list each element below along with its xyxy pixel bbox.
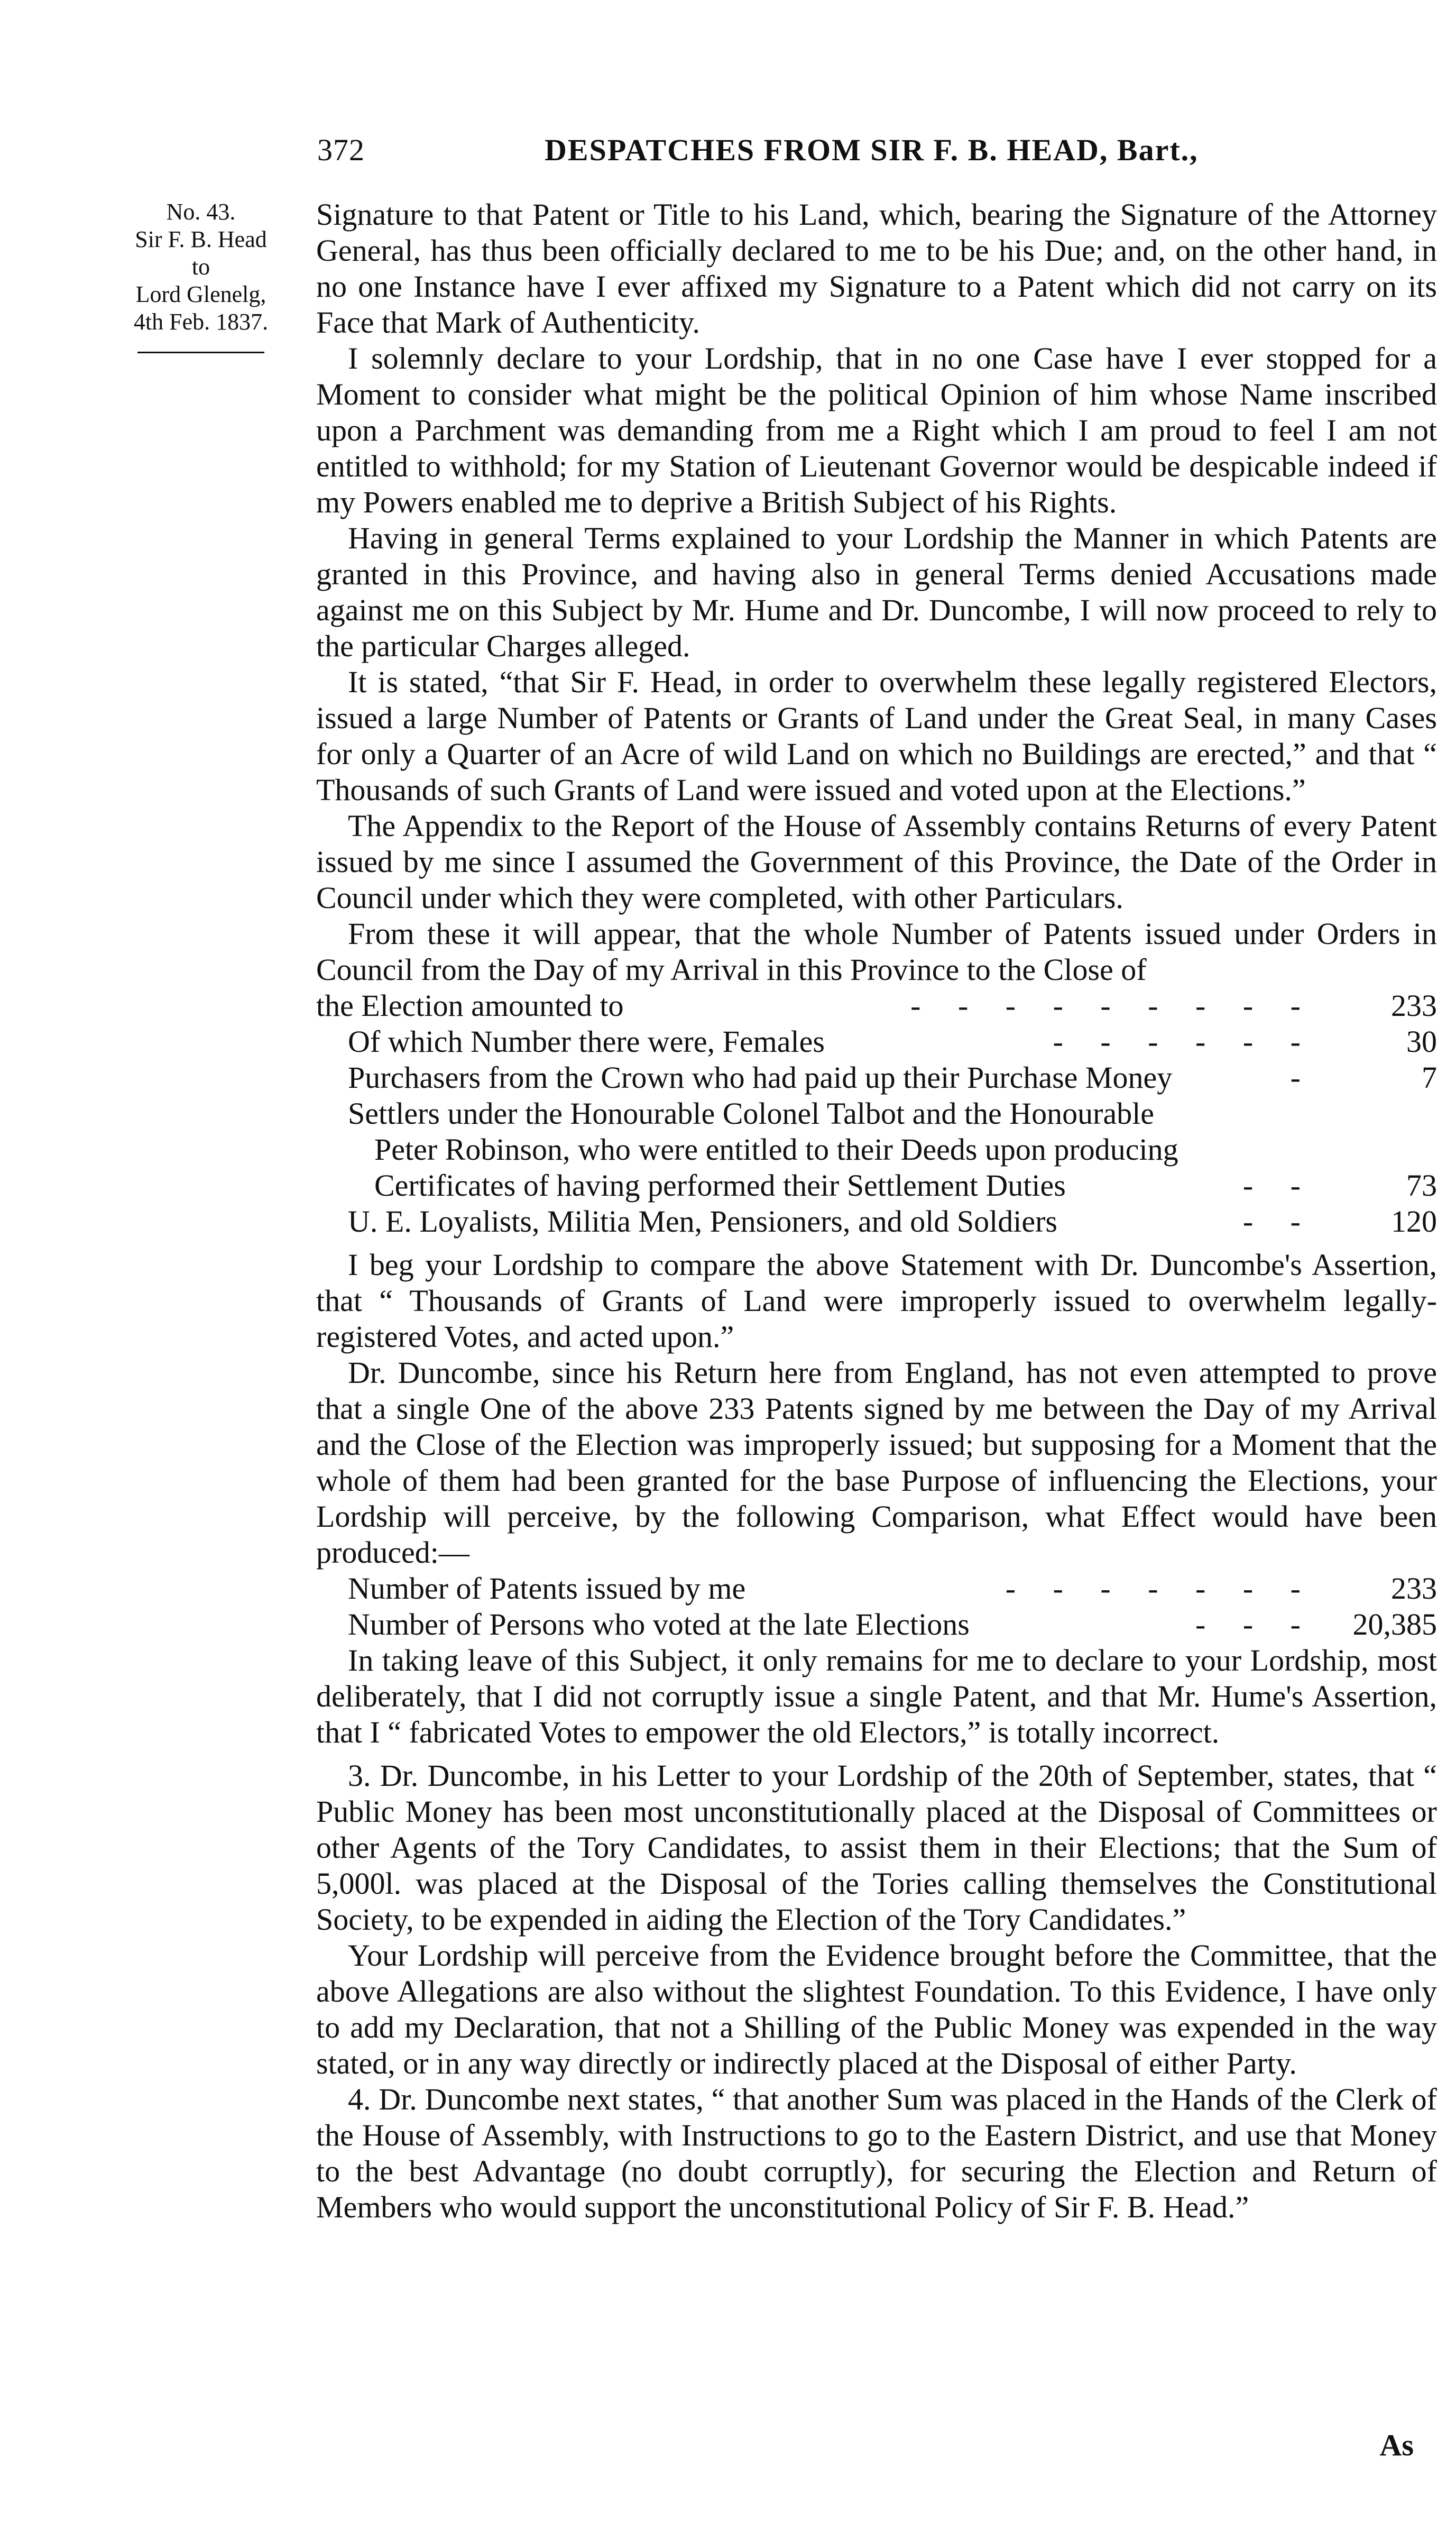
comparison-table [316, 1571, 1437, 1643]
paragraph: Dr. Duncombe, since his Return here from England, has not even attempted to prove that a single One of the above 233 Patents signed by me between the Day of my Arrival and the Close of the Election was improperly issued; but supposing for a Moment that the whole of them had been granted for the base Purpose of influencing the Elections, your Lordship will perceive, by the following Comparison, what Effect would have been produced:— [316, 1355, 1437, 1570]
leader-dots: - - - - - - - - - [910, 988, 1315, 1023]
table-row [316, 1607, 1437, 1643]
table-row [316, 988, 1437, 1024]
paragraph: It is stated, “that Sir F. Head, in order to overwhelm these legally registered Electors, issued a large Number of Patents or Grants of Land under the Great Seal, in many Cases for only a Quarter of an Acre of wild Land on which no Buildings are erected,” and that “ Thousands of such Grants of Land were issued and voted upon at the Elections.” [316, 665, 1437, 807]
margin-note-rule [137, 352, 264, 353]
paragraph: 4. Dr. Duncombe next states, “ that another Sum was placed in the Hands of the Clerk of the House of Assembly, with Instructions to go to the Eastern District, and use that Money to the best Advantage (no doubt corruptly), for securing the Election and Return of Members who would support the unconstitutional Policy of Sir F. B. Head.” [316, 2082, 1437, 2224]
row-label: Number of Persons who voted at the late Elections [348, 1607, 970, 1641]
paragraph: In taking leave of this Subject, it only remains for me to declare to your Lordship, most deliberately, that I did not corruptly issue a single Patent, and that Mr. Hume's Assertion, that I “ fabricated Votes to empower the old Electors,” is totally incorrect. [316, 1643, 1437, 1749]
running-title: DESPATCHES FROM SIR F. B. HEAD, Bart., [545, 133, 1199, 167]
row-value: 233 [1391, 1571, 1437, 1606]
row-value: 20,385 [1352, 1607, 1437, 1641]
page-number: 372 [317, 133, 365, 167]
running-header [317, 132, 1427, 175]
table-row [316, 1168, 1437, 1204]
leader-dots: - - [1242, 1168, 1315, 1203]
table-row [316, 1204, 1437, 1240]
row-label: Settlers under the Honourable Colonel Talbot and the Honourable [348, 1096, 1155, 1131]
paragraph: I solemnly declare to your Lordship, that in no one Case have I ever stopped for a Moment to consider what might be the political Opinion of him whose Name inscribed upon a Parchment was demanding from me a Right which I am proud to feel I am not entitled to withhold; for my Station of Lieutenant Governor would be despicable indeed if my Powers enabled me to deprive a British Subject of his Rights. [316, 341, 1437, 519]
row-label: Certificates of having performed their Settlement Duties [374, 1168, 1066, 1203]
leader-dots: - - - [1195, 1607, 1315, 1641]
margin-note-line: Lord Glenelg, [135, 281, 266, 307]
row-value: 233 [1391, 988, 1437, 1023]
table-row [316, 1571, 1437, 1607]
paragraph: I beg your Lordship to compare the above Statement with Dr. Duncombe's Assertion, that “ Thousands of Grants of Land were improperly issued to overwhelm legally-registered Votes, and acted upon.” [316, 1248, 1437, 1354]
row-label: the Election amounted to [316, 988, 624, 1023]
leader-dots: - - [1242, 1204, 1315, 1239]
row-label: Purchasers from the Crown who had paid up their Purchase Money [348, 1060, 1173, 1095]
paragraph: Having in general Terms explained to your Lordship the Manner in which Patents are granted in this Province, and having also in general Terms denied Accusations made against me on this Subject by Mr. Hume and Dr. Duncombe, I will now proceed to rely to the particular Charges alleged. [316, 521, 1437, 663]
paragraph: Signature to that Patent or Title to his Land, which, bearing the Signature of the Attorney General, has thus been officially declared to me to be his Due; and, on the other hand, in no one Instance have I ever affixed my Signature to a Patent which did not carry on its Face that Mark of Authenticity. [316, 197, 1437, 340]
row-label: Of which Number there were, Females [348, 1024, 825, 1059]
row-value: 73 [1406, 1168, 1437, 1203]
paragraph: From these it will appear, that the whole Number of Patents issued under Orders in Council from the Day of my Arrival in this Province to the Close of [316, 916, 1437, 987]
paragraph: Your Lordship will perceive from the Evidence brought before the Committee, that the above Allegations are also without the slightest Foundation. To this Evidence, I have only to add my Declaration, that not a Shilling of the Public Money was expended in the way stated, or in any way directly or indirectly placed at the Disposal of either Party. [316, 1938, 1437, 2080]
margin-note-line: to [191, 254, 210, 280]
paragraph: 3. Dr. Duncombe, in his Letter to your Lordship of the 20th of September, states, that “ Public Money has been most unconstitutionally placed at the Disposal of Committees or other Agents of the Tory Candidates, to assist them in their Elections; that the Sum of 5,000l. was placed at the Disposal of the Tories calling themselves the Constitutional Society, to be expended in aiding the Election of the Tory Candidates.” [316, 1758, 1437, 1937]
paragraph: The Appendix to the Report of the House of Assembly contains Returns of every Patent issued by me since I assumed the Government of this Province, the Date of the Order in Council under which they were completed, with other Particulars. [316, 809, 1437, 915]
catchword: As [1379, 2428, 1414, 2462]
leader-dots: - [1290, 1060, 1315, 1095]
row-value: 7 [1422, 1060, 1437, 1095]
margin-note-line: Sir F. B. Head [135, 226, 267, 252]
margin-note-line: 4th Feb. 1837. [133, 309, 269, 335]
margin-note-line: No. 43. [166, 199, 236, 225]
row-label: U. E. Loyalists, Militia Men, Pensioners, and old Soldiers [348, 1204, 1057, 1239]
row-label: Number of Patents issued by me [348, 1571, 746, 1606]
margin-note [90, 198, 312, 353]
row-label: Peter Robinson, who were entitled to their Deeds upon producing [374, 1132, 1178, 1167]
row-value: 120 [1391, 1204, 1437, 1239]
body-text [316, 197, 1437, 2225]
leader-dots: - - - - - - - [1005, 1571, 1315, 1606]
row-value: 30 [1406, 1024, 1437, 1059]
table-row [316, 1060, 1437, 1096]
leader-dots: - - - - - - [1053, 1024, 1315, 1059]
table-row [316, 1024, 1437, 1060]
patents-table [316, 988, 1437, 1240]
